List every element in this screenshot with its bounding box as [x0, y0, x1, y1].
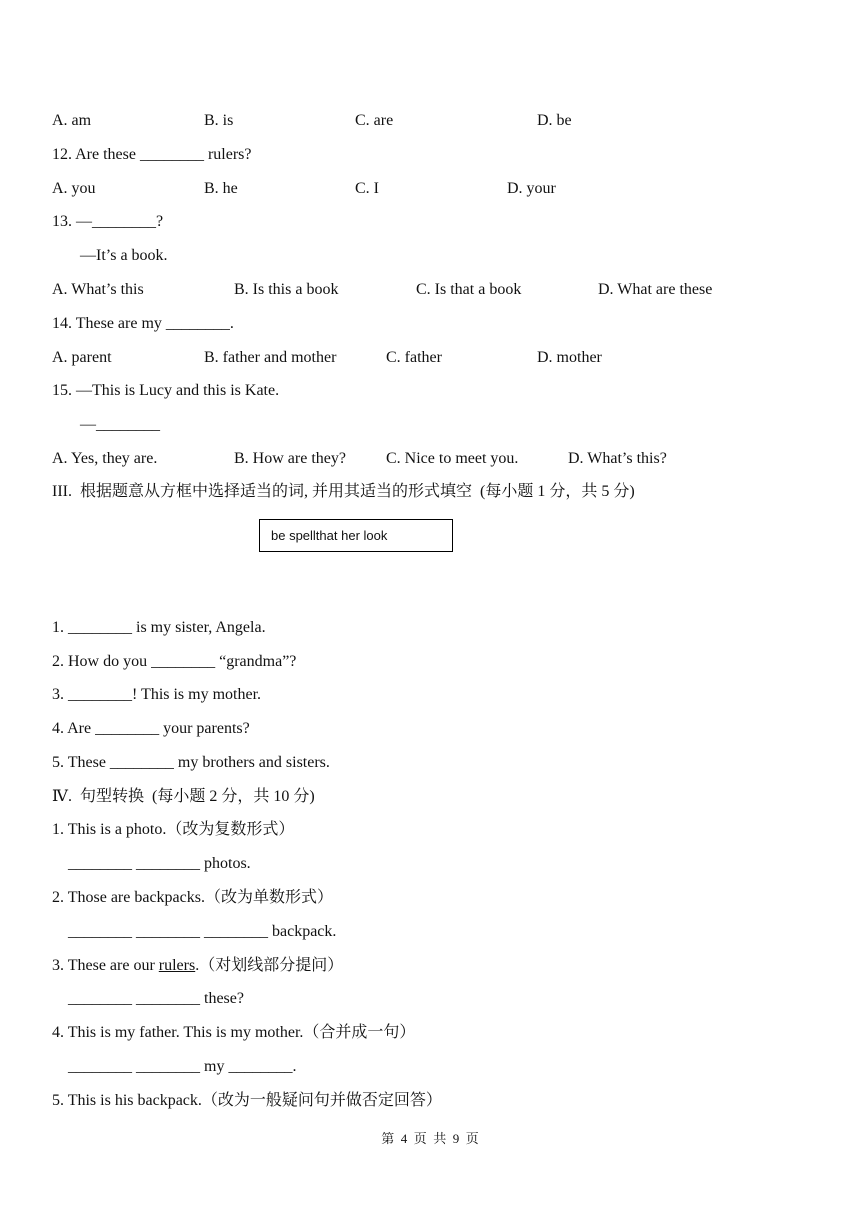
q15-stem: 15. —This is Lucy and this is Kate.	[52, 382, 280, 399]
q15-option-a: A. Yes, they are.	[52, 450, 158, 467]
section3-item-2: 2. How do you ________ “grandma”?	[52, 653, 297, 670]
q14-stem: 14. These are my ________.	[52, 315, 234, 332]
q14-option-b: B. father and mother	[204, 349, 337, 366]
section4-item-4-prompt: 4. This is my father. This is my mother.（合并成一句）	[52, 1024, 416, 1041]
q12-option-c: C. I	[355, 180, 379, 197]
prompt-instruction: .（对划线部分提问）	[195, 957, 344, 974]
q15-reply: —________	[80, 416, 160, 433]
q13-stem: 13. —________?	[52, 213, 164, 230]
q14-option-d: D. mother	[537, 349, 602, 366]
section4-item-4-answer: ________ ________ my ________.	[68, 1058, 297, 1075]
section4-item-2-prompt: 2. Those are backpacks.（改为单数形式）	[52, 889, 333, 906]
section4-item-3-prompt	[52, 956, 343, 976]
q15-option-d: D. What’s this?	[568, 450, 667, 467]
q13-option-a: A. What’s this	[52, 281, 144, 298]
q15-option-c: C. Nice to meet you.	[386, 450, 519, 467]
prompt-text: 3. These are our	[52, 957, 159, 974]
q11-option-b: B. is	[204, 112, 234, 129]
q11-option-a: A. am	[52, 112, 92, 129]
section3-item-3: 3. ________! This is my mother.	[52, 686, 262, 703]
q12-option-a: A. you	[52, 180, 96, 197]
q13-option-d: D. What are these	[598, 281, 713, 298]
section4-item-1-prompt: 1. This is a photo.（改为复数形式）	[52, 821, 295, 838]
q11-option-c: C. are	[355, 112, 394, 129]
q13-reply: —It’s a book.	[80, 247, 168, 264]
q13-option-b: B. Is this a book	[234, 281, 339, 298]
section4-heading: Ⅳ. 句型转换 (每小题 2 分，共 10 分)	[52, 788, 315, 805]
section3-item-4: 4. Are ________ your parents?	[52, 720, 250, 737]
q14-option-c: C. father	[386, 349, 442, 366]
page-footer: 第 4 页 共 9 页	[381, 1131, 479, 1146]
q13-option-c: C. Is that a book	[416, 281, 522, 298]
underlined-word: rulers	[158, 957, 196, 974]
q12-stem: 12. Are these ________ rulers?	[52, 146, 252, 163]
section3-item-1: 1. ________ is my sister, Angela.	[52, 619, 266, 636]
section4-item-5-prompt: 5. This is his backpack.（改为一般疑问句并做否定回答）	[52, 1092, 442, 1109]
q15-option-b: B. How are they?	[234, 450, 346, 467]
section3-heading: III. 根据题意从方框中选择适当的词, 并用其适当的形式填空 (每小题 1 分，共 5 分)	[52, 483, 635, 500]
word-box: be spellthat her look	[259, 519, 453, 552]
q12-option-b: B. he	[204, 180, 238, 197]
section4-item-1-answer: ________ ________ photos.	[68, 855, 251, 872]
q12-option-d: D. your	[507, 180, 556, 197]
section4-item-3-answer: ________ ________ these?	[68, 990, 244, 1007]
section4-item-2-answer: ________ ________ ________ backpack.	[68, 923, 337, 940]
q14-option-a: A. parent	[52, 349, 112, 366]
q11-option-d: D. be	[537, 112, 572, 129]
section3-item-5: 5. These ________ my brothers and sisters.	[52, 754, 330, 771]
